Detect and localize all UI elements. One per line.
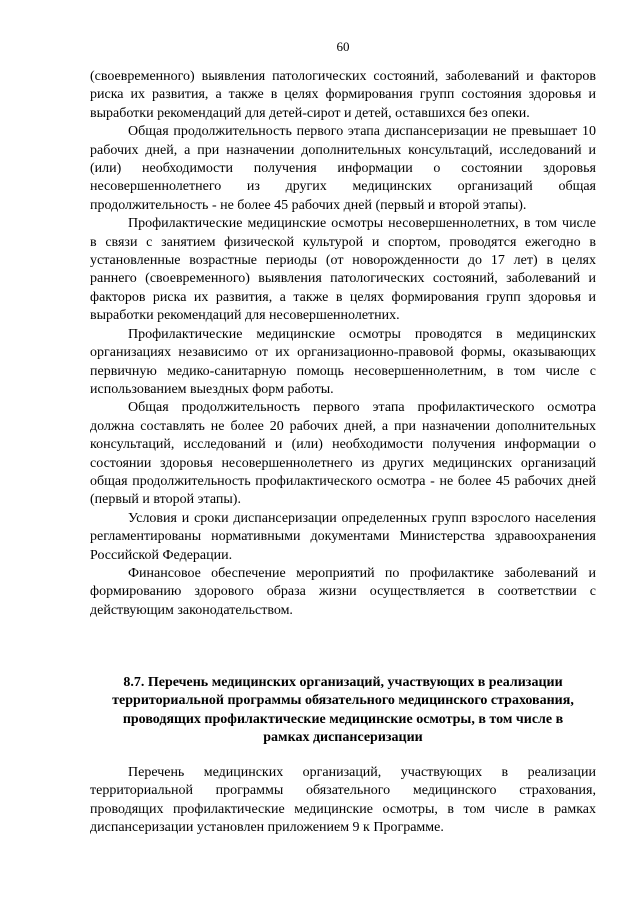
section-heading-block (90, 674, 596, 748)
paragraph-exams-organizations: Профилактические медицинские осмотры проводятся в медицинских организациях независимо от их организационно-правовой формы, оказывающих первичную медико-санитарную помощь несовершеннолетним, в том числе с использованием выездных форм работы. (90, 326, 596, 397)
paragraph-organizations-list: Перечень медицинских организаций, участвующих в реализации территориальной программы обязательного медицинского страхования, проводящих профилактические медицинские осмотры, в том числе в рамках диспансеризации установлен приложением 9 к Программе. (90, 765, 596, 836)
paragraph-dispensary-duration: Общая продолжительность первого этапа диспансеризации не превышает 10 рабочих дней, а при назначении дополнительных консультаций, исследований и (или) необходимости получения информации о состоянии здоровья несовершеннолетнего из других медицинских организаций общая продолжительность - не более 45 рабочих дней (первый и второй этапы). (90, 124, 596, 213)
paragraph-preventive-exams-minors: Профилактические медицинские осмотры несовершеннолетних, в том числе в связи с занятием физической культурой и спортом, проводятся ежегодно в установленные возрастные периоды (от новорожденности до 17 лет) в целях раннего (своевременного) выявления патологических состояний, заболеваний и факторов риска их развития, а также в целях формирования групп здоровья и выработки рекомендаций для несовершеннолетних. (90, 216, 596, 324)
body-text (90, 68, 596, 620)
paragraph-adult-dispensary: Условия и сроки диспансеризации определенных групп взрослого населения регламентированы нормативными документами Министерства здравоохранения Российской Федерации. (90, 510, 596, 563)
page-number: 60 (336, 39, 350, 54)
section-heading: 8.7. Перечень медицинских организаций, участвующих в реализации территориальной программы обязательного медицинского страхования, проводящих профилактические медицинские осмотры, в том числе в рамках диспансеризации (112, 675, 574, 746)
paragraph-financing: Финансовое обеспечение мероприятий по профилактике заболеваний и формированию здорового образа жизни осуществляется в соответствии с действующим законодательством. (90, 565, 596, 618)
closing-block (90, 764, 596, 838)
paragraph-continuation: (своевременного) выявления патологических состояний, заболеваний и факторов риска их развития, а также в целях формирования групп состояния здоровья и выработки рекомендаций для детей-сирот и детей, оставшихся без опеки. (90, 69, 596, 121)
document-page (90, 0, 596, 905)
paragraph-exam-duration: Общая продолжительность первого этапа профилактического осмотра должна составлять не более 20 рабочих дней, а при назначении дополнительных консультаций, исследований и (или) необходимости получения информации о состоянии здоровья несовершеннолетнего из других медицинских организаций общая продолжительность профилактического осмотра - не более 45 рабочих дней (первый и второй этапы). (90, 400, 596, 508)
